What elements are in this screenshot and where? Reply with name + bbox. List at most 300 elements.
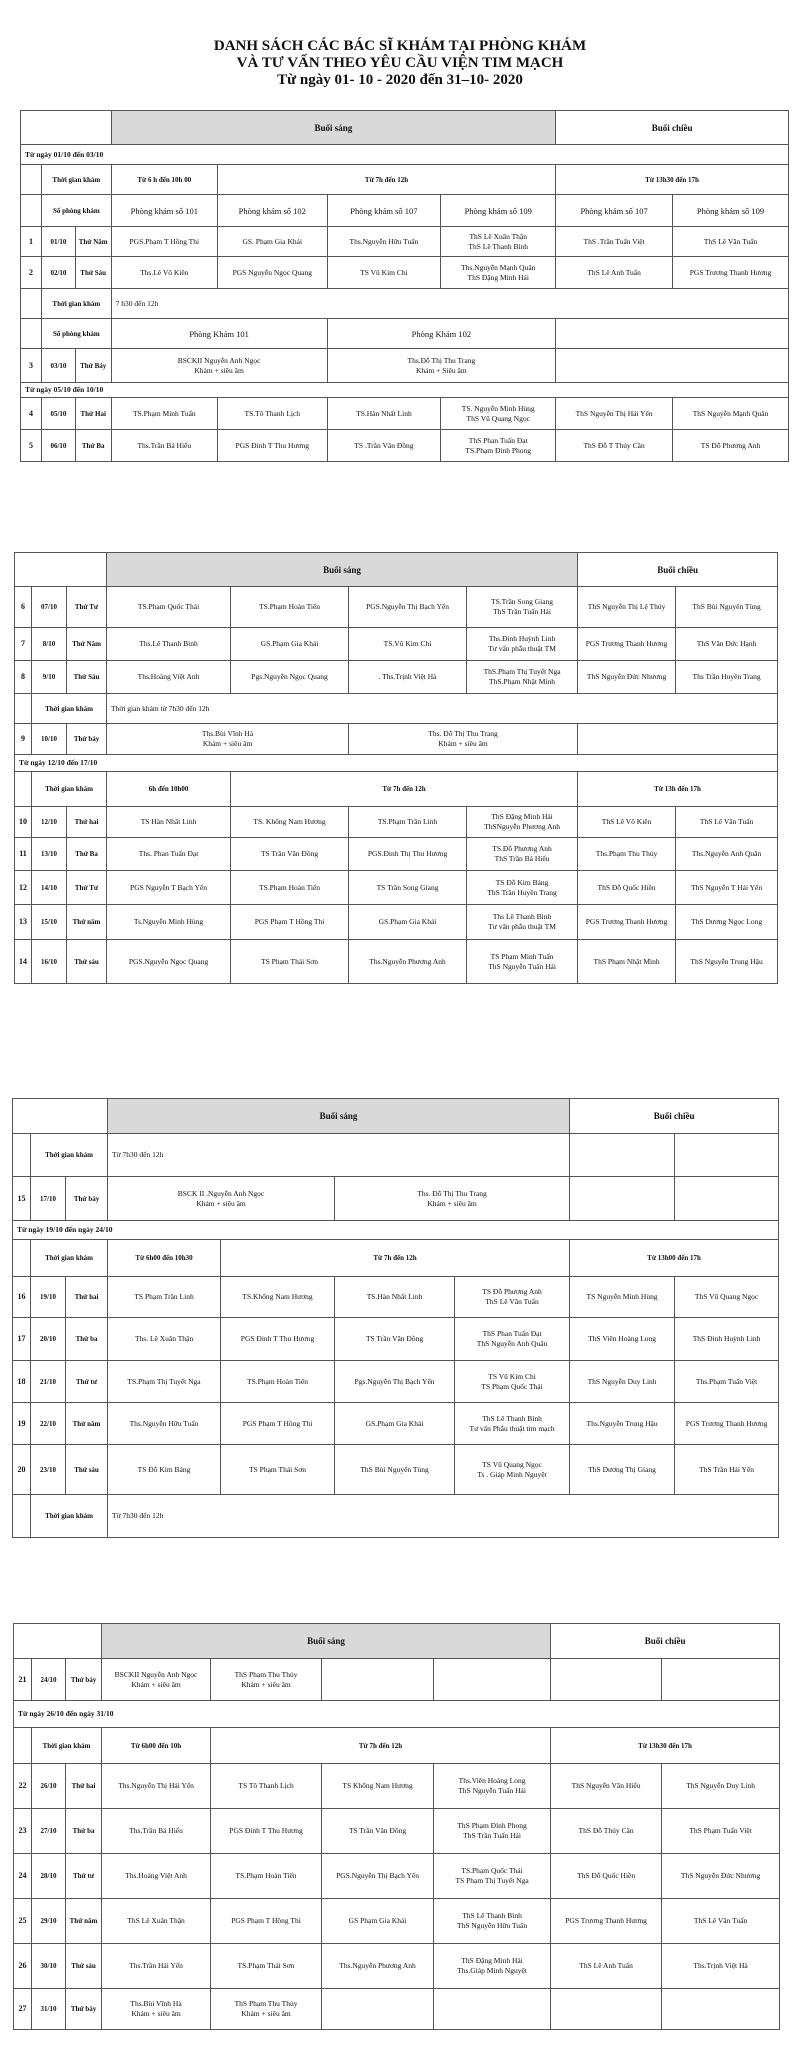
date-cell: 27/10 [32, 1809, 66, 1854]
doctor-cell: TS. Khổng Nam Hương [231, 807, 349, 838]
title-line-1: DANH SÁCH CÁC BÁC SĨ KHÁM TẠI PHÒNG KHÁM [213, 38, 587, 54]
week-label: Từ ngày 12/10 đến 17/10 [15, 755, 778, 772]
row-number: 1 [21, 227, 42, 257]
date-cell: 10/10 [32, 724, 67, 755]
doctor-cell: TS Nguyễn Minh Hùng [570, 1277, 675, 1318]
table-row [15, 587, 778, 628]
session-header-row [13, 1099, 779, 1134]
saturday-time: 7 h30 đến 12h [111, 289, 788, 319]
room-cell: Phòng Khám 102 [327, 319, 556, 349]
doctor-cell: ThS Đỗ T Thúy Cần [556, 430, 673, 462]
doctor-cell: ThS Lê Văn Tuấn [676, 807, 778, 838]
row-number: 23 [14, 1809, 32, 1854]
doctor-cell: Ths.Phạm Thu Thủy [578, 838, 676, 871]
doctor-cell: ThS Lê Văn Tuấn [662, 1899, 780, 1944]
doctor-cell: Ths.Nguyễn Phương Anh [349, 940, 467, 984]
week-label: Từ ngày 05/10 đến 10/10 [21, 383, 789, 398]
doctor-cell: ThS Lê Thanh Bình ThS Nguyễn Hữu Tuấn [434, 1899, 551, 1944]
time-label: Thời gian khám [31, 1495, 108, 1538]
weekday-cell: Thứ năm [67, 905, 107, 940]
date-cell: 01/10 [42, 227, 76, 257]
doctor-cell: TS Trần Văn Đồng [322, 1809, 434, 1854]
doctor-cell: ThS.Phạm Thị Tuyết Nga ThS.Phạm Nhật Minh [467, 661, 578, 694]
doctor-cell: Ths.Hoàng Việt Anh [102, 1854, 211, 1899]
doctor-cell: Ths.Đỗ Thị Thu Trang Khám + Siêu âm [327, 349, 556, 383]
saturday-time: Từ 7h30 đến 12h [108, 1495, 779, 1538]
row-number: 8 [15, 661, 32, 694]
doctor-cell: Ts.Nguyễn Minh Hùng [107, 905, 231, 940]
doctor-cell: ThS Phạm Đình Phong ThS Trần Tuấn Hải [434, 1809, 551, 1854]
doctor-cell: TS Trần Văn Đồng [335, 1318, 455, 1361]
doctor-cell: PGS.Nguyễn Ngọc Quang [107, 940, 231, 984]
date-cell: 24/10 [32, 1659, 66, 1701]
table-row [15, 871, 778, 905]
doctor-cell: PGS.Nguyễn Thị Bạch Yến [322, 1854, 434, 1899]
doctor-cell: Ths.Nguyễn Hữu Tuấn [108, 1403, 221, 1445]
doctor-cell: PGS.Nguyễn Thị Bạch Yến [349, 587, 467, 628]
doctor-cell: ThS Nguyễn Đức Nhương [662, 1854, 780, 1899]
date-cell: 06/10 [42, 430, 76, 462]
date-cell: 22/10 [31, 1403, 66, 1445]
time-morning-2: Từ 7h đến 12h [211, 1728, 551, 1764]
empty-cell [578, 724, 778, 755]
weekday-cell: Thứ ba [66, 1809, 102, 1854]
doctor-cell: PGS Trương Thanh Hương [578, 905, 676, 940]
title-line-3: Từ ngày 01- 10 - 2020 đến 31–10- 2020 [277, 72, 523, 88]
doctor-cell: Ths Lê Thanh Bình Tư vấn phẫu thuật TM [467, 905, 578, 940]
time-row [13, 1134, 779, 1177]
room-cell: Phòng khám số 107 [327, 195, 441, 227]
doctor-cell: ThS Đặng Minh Hải Ths.Giáp Minh Nguyệt [434, 1944, 551, 1989]
doctor-cell: PGS Đinh T Thu Hương [221, 1318, 335, 1361]
row-number: 15 [13, 1177, 31, 1221]
doctor-cell: TS Hàn Nhất Linh [107, 807, 231, 838]
empty-cell [675, 1177, 779, 1221]
table-row [15, 807, 778, 838]
doctor-cell: Ths.Nguyễn Phương Anh [322, 1944, 434, 1989]
date-cell: 26/10 [32, 1764, 66, 1809]
doctor-cell: Ths.Trần Bá Hiếu [102, 1809, 211, 1854]
doctor-cell: Ths.Nguyễn Trung Hậu [570, 1403, 675, 1445]
time-afternoon: Từ 13h đến 17h [578, 772, 778, 807]
doctor-cell: PGS.Đinh Thị Thu Hương [349, 838, 467, 871]
saturday-time: Từ 7h30 đến 12h [108, 1134, 570, 1177]
date-cell: 29/10 [32, 1899, 66, 1944]
weekday-cell: Thứ Ba [67, 838, 107, 871]
table-row [21, 398, 789, 430]
doctor-cell: TS.Tô Thanh Lịch [218, 398, 328, 430]
weekday-cell: Thứ Sáu [75, 257, 111, 289]
weekday-cell: Thứ tư [66, 1854, 102, 1899]
doctor-cell: ThS Nguyễn Duy Linh [662, 1764, 780, 1809]
doctor-cell: TS Trần Song Giang [349, 871, 467, 905]
doctor-cell: PGS Phạm T Hồng Thi [231, 905, 349, 940]
time-morning-2: Từ 7h đến 12h [221, 1240, 570, 1277]
doctor-cell: Ths.Bùi Vĩnh Hà Khám + siêu âm [107, 724, 349, 755]
row-number: 14 [15, 940, 32, 984]
weekday-cell: Thứ năm [66, 1899, 102, 1944]
doctor-cell: PGS Trương Thanh Hương [551, 1899, 662, 1944]
weekday-cell: Thứ sáu [67, 940, 107, 984]
weekday-cell: Thứ bảy [66, 1177, 108, 1221]
doctor-cell: Ths.Trần Hải Yến [102, 1944, 211, 1989]
doctor-cell: ThS Phan Tuấn Đạt TS.Phạm Đình Phong [441, 430, 556, 462]
date-cell: 23/10 [31, 1445, 66, 1495]
table-row [21, 257, 789, 289]
table-row [14, 1659, 780, 1701]
doctor-cell: TS.Hàn Nhất Linh [335, 1277, 455, 1318]
doctor-cell: TS Đỗ Phương Anh ThS Lê Văn Tuấn [455, 1277, 570, 1318]
doctor-cell: PGS Đinh T Thu Hương [211, 1809, 322, 1854]
doctor-cell: ThS Văn Đức Hạnh [676, 628, 778, 661]
time-row [21, 289, 789, 319]
doctor-cell: Ths.Đinh Huỳnh Linh Tư vấn phẫu thuật TM [467, 628, 578, 661]
weekday-cell: Thứ Tư [67, 871, 107, 905]
row-number: 13 [15, 905, 32, 940]
doctor-cell: Ths.Lê Võ Kiên [111, 257, 217, 289]
date-cell: 13/10 [32, 838, 67, 871]
doctor-cell: ThS Trần Hải Yến [675, 1445, 779, 1495]
time-label: Thời gian khám [42, 289, 112, 319]
room-cell: Phòng khám số 101 [111, 195, 217, 227]
doctor-cell: TS Phạm Thái Sơn [221, 1445, 335, 1495]
doctor-cell: PGS.Phạm T Hồng Thi [111, 227, 217, 257]
doctor-cell: PGS Phạm T Hồng Thi [211, 1899, 322, 1944]
doctor-cell: ThS Lê Xuân Thận ThS Lê Thanh Bình [441, 227, 556, 257]
week-label: Từ ngày 01/10 đến 03/10 [21, 145, 789, 165]
doctor-cell: PGS Trương Thanh Hương [673, 257, 789, 289]
title-line-2: VÀ TƯ VẤN THEO YÊU CẦU VIỆN TIM MẠCH [236, 55, 564, 71]
doctor-cell: GS.Phạm Gia Khải [349, 905, 467, 940]
doctor-cell: . Ths.Trịnh Việt Hà [349, 661, 467, 694]
doctor-cell: TS Vũ Kim Chi TS Phạm Quốc Thái [455, 1361, 570, 1403]
doctor-cell: TS Đỗ Kim Bảng [108, 1445, 221, 1495]
row-number: 3 [21, 349, 42, 383]
doctor-cell: TS.Phạm Quốc Thái TS Phạm Thị Tuyết Nga [434, 1854, 551, 1899]
doctor-cell: ThS Lê Anh Tuấn [556, 257, 673, 289]
doctor-cell: TS.Phạm Trần Linh [349, 807, 467, 838]
date-cell: 31/10 [32, 1989, 66, 2030]
weekday-cell: Thứ Tư [67, 587, 107, 628]
doctor-cell: TS.Hàn Nhất Linh [327, 398, 441, 430]
doctor-cell: ThS Dương Ngọc Long [676, 905, 778, 940]
time-label: Thời gian khám [31, 1134, 108, 1177]
doctor-cell: TS Phạm Thái Sơn [231, 940, 349, 984]
row-number: 24 [14, 1854, 32, 1899]
doctor-cell: ThS Lê Anh Tuấn [551, 1944, 662, 1989]
time-row [15, 772, 778, 807]
time-morning-2: Từ 7h đến 12h [231, 772, 578, 807]
date-cell: 30/10 [32, 1944, 66, 1989]
weekday-cell: Thứ Bảy [75, 349, 111, 383]
row-number: 9 [15, 724, 32, 755]
doctor-cell: Ths. Phan Tuấn Đạt [107, 838, 231, 871]
row-number: 20 [13, 1445, 31, 1495]
doctor-cell: PGS Nguyễn Ngọc Quang [218, 257, 328, 289]
table-row [14, 1764, 780, 1809]
session-header-row [14, 1624, 780, 1659]
doctor-cell: ThS Bùi Nguyên Tùng [335, 1445, 455, 1495]
time-row [21, 165, 789, 195]
room-cell: Phòng khám số 107 [556, 195, 673, 227]
empty-cell [322, 1659, 434, 1701]
doctor-cell: PGS Trương Thanh Hương [675, 1403, 779, 1445]
empty-cell [551, 1989, 662, 2030]
row-number: 10 [15, 807, 32, 838]
table-row [21, 349, 789, 383]
doctor-cell: Ths.Bùi Vĩnh Hà Khám + siêu âm [102, 1989, 211, 2030]
empty-cell [662, 1989, 780, 2030]
doctor-cell: TS Đỗ Phương Anh [673, 430, 789, 462]
doctor-cell: Ths Trần Huyền Trang [676, 661, 778, 694]
date-cell: 02/10 [42, 257, 76, 289]
doctor-cell: Ths.Nguyễn Thị Hải Yến [102, 1764, 211, 1809]
doctor-cell: ThS Nguyễn T Hải Yến [676, 871, 778, 905]
table-row [14, 1989, 780, 2030]
doctor-cell: Ths.Viên Hoàng Long ThS Nguyễn Tuấn Hải [434, 1764, 551, 1809]
doctor-cell: ThS Nguyễn Duy Linh [570, 1361, 675, 1403]
time-afternoon: Từ 13h00 đến 17h [570, 1240, 779, 1277]
doctor-cell: BSCKII Nguyễn Anh Ngọc Khám + siêu âm [102, 1659, 211, 1701]
table-row [14, 1854, 780, 1899]
table-row [14, 1899, 780, 1944]
row-number: 5 [21, 430, 42, 462]
doctor-cell: ThS Nguyễn Thị Lệ Thúy [578, 587, 676, 628]
doctor-cell: ThS Đinh Huỳnh Linh [675, 1318, 779, 1361]
row-number: 26 [14, 1944, 32, 1989]
doctor-cell: Ths. Đỗ Thị Thu Trang Khám + siêu âm [335, 1177, 570, 1221]
time-label: Thời gian khám [31, 1240, 108, 1277]
time-morning-1: 6h đến 10h00 [107, 772, 231, 807]
morning-header: Buổi sáng [107, 553, 578, 587]
time-label: Thời gian khám [32, 694, 107, 724]
session-header-row [15, 553, 778, 587]
schedule-table-4 [13, 1623, 780, 2030]
date-cell: 20/10 [31, 1318, 66, 1361]
saturday-time: Thời gian khám từ 7h30 đến 12h [107, 694, 778, 724]
date-cell: 19/10 [31, 1277, 66, 1318]
afternoon-header: Buổi chiều [570, 1099, 779, 1134]
weekday-cell: Thứ bảy [66, 1989, 102, 2030]
weekday-cell: Thứ Sáu [67, 661, 107, 694]
doctor-cell: TS.Phạm Hoàn Tiến [211, 1854, 322, 1899]
weekday-cell: Thứ hai [66, 1764, 102, 1809]
weekday-cell: Thứ Năm [75, 227, 111, 257]
table-row [13, 1318, 779, 1361]
row-number: 27 [14, 1989, 32, 2030]
row-number: 12 [15, 871, 32, 905]
doctor-cell: TS Phạm Trần Linh [108, 1277, 221, 1318]
doctor-cell: TS. Nguyễn Minh Hùng ThS Vũ Quang Ngọc [441, 398, 556, 430]
doctor-cell: TS.Phạm Hoàn Tiến [221, 1361, 335, 1403]
empty-cell [322, 1989, 434, 2030]
time-row [13, 1240, 779, 1277]
doctor-cell: TS.Khổng Nam Hương [221, 1277, 335, 1318]
doctor-cell: ThS Vũ Quang Ngọc [675, 1277, 779, 1318]
doctor-cell: ThS Đặng Minh Hải ThSNguyễn Phương Anh [467, 807, 578, 838]
schedule-table-2 [14, 552, 778, 984]
weekday-cell: Thứ ba [66, 1318, 108, 1361]
doctor-cell: Ths. Lê Xuân Thận [108, 1318, 221, 1361]
date-cell: 15/10 [32, 905, 67, 940]
time-morning-1: Từ 6h00 đến 10h30 [108, 1240, 221, 1277]
morning-header: Buổi sáng [102, 1624, 551, 1659]
doctor-cell: ThS Nguyễn Đức Nhương [578, 661, 676, 694]
doctor-cell: GS. Phạm Gia Khải [218, 227, 328, 257]
weekday-cell: Thứ sáu [66, 1944, 102, 1989]
table-row [13, 1445, 779, 1495]
doctor-cell: ThS Dương Thị Giang [570, 1445, 675, 1495]
empty-cell [551, 1659, 662, 1701]
doctor-cell: Ths.Phạm Tuấn Việt [675, 1361, 779, 1403]
doctor-cell: Ths.Lê Thanh Bình [107, 628, 231, 661]
doctor-cell: TS.Phạm Minh Tuấn [111, 398, 217, 430]
time-row [15, 694, 778, 724]
room-row [21, 195, 789, 227]
table-row [15, 724, 778, 755]
table-row [15, 838, 778, 871]
doctor-cell: ThS Đỗ Quốc Hiền [578, 871, 676, 905]
doctor-cell: ThS Bùi Nguyên Tùng [676, 587, 778, 628]
row-number: 25 [14, 1899, 32, 1944]
doctor-cell: BSCKII Nguyễn Anh Ngọc Khám + siêu âm [111, 349, 327, 383]
weekday-cell: Thứ sáu [66, 1445, 108, 1495]
weekday-cell: Thứ hai [67, 807, 107, 838]
room-label: Số phòng khám [42, 319, 112, 349]
week-label: Từ ngày 19/10 đến ngày 24/10 [13, 1221, 779, 1240]
date-cell: 28/10 [32, 1854, 66, 1899]
row-number: 21 [14, 1659, 32, 1701]
row-number: 4 [21, 398, 42, 430]
table-row [21, 430, 789, 462]
doctor-cell: ThS Lê Thanh Bình Tư vấn Phẫu thuật tim mạch [455, 1403, 570, 1445]
weekday-cell: Thứ bảy [67, 724, 107, 755]
doctor-cell: TS Vũ Quang Ngọc Ts . Giáp Minh Nguyệt [455, 1445, 570, 1495]
date-cell: 07/10 [32, 587, 67, 628]
doctor-cell: ThS Nguyễn Văn Hiếu [551, 1764, 662, 1809]
empty-cell [570, 1177, 675, 1221]
doctor-cell: TS .Trần Văn Đồng [327, 430, 441, 462]
doctor-cell: TS.Phạm Thị Tuyết Nga [108, 1361, 221, 1403]
weekday-cell: Thứ hai [66, 1277, 108, 1318]
doctor-cell: ThS Viên Hoàng Long [570, 1318, 675, 1361]
doctor-cell: TS.Phạm Hoàn Tiến [231, 587, 349, 628]
time-afternoon: Từ 13h30 đến 17h [556, 165, 789, 195]
table-row [15, 905, 778, 940]
empty-cell [556, 349, 789, 383]
table-row [13, 1277, 779, 1318]
doctor-cell: GS.Phạm Gia Khải [335, 1403, 455, 1445]
time-label: Thời gian khám [32, 772, 107, 807]
date-cell: 8/10 [32, 628, 67, 661]
row-number: 16 [13, 1277, 31, 1318]
empty-cell [434, 1659, 551, 1701]
time-row [14, 1728, 780, 1764]
doctor-cell: TS.Trần Song Giang ThS Trần Tuấn Hải [467, 587, 578, 628]
morning-header: Buổi sáng [108, 1099, 570, 1134]
time-label: Thời gian khám [42, 165, 112, 195]
doctor-cell: PGS Nguyễn T Bạch Yến [107, 871, 231, 905]
date-cell: 9/10 [32, 661, 67, 694]
time-label: Thời gian khám [32, 1728, 102, 1764]
date-cell: 21/10 [31, 1361, 66, 1403]
schedule-table-3 [12, 1098, 779, 1538]
time-morning-1: Từ 6h00 đến 10h [102, 1728, 211, 1764]
room-cell: Phòng khám số 102 [218, 195, 328, 227]
doctor-cell: TS Vũ Kim Chi [327, 257, 441, 289]
table-row [14, 1809, 780, 1854]
doctor-cell: TS Tô Thanh Lịch [211, 1764, 322, 1809]
room-cell: Phòng khám số 109 [441, 195, 556, 227]
time-morning-2: Từ 7h đến 12h [218, 165, 556, 195]
time-row [13, 1495, 779, 1538]
date-cell: 14/10 [32, 871, 67, 905]
afternoon-header: Buổi chiều [578, 553, 778, 587]
doctor-cell: ThS Lê Võ Kiên [578, 807, 676, 838]
row-number: 7 [15, 628, 32, 661]
date-cell: 12/10 [32, 807, 67, 838]
time-morning-1: Từ 6 h đến 10h 00 [111, 165, 217, 195]
weekday-cell: Thứ bảy [66, 1659, 102, 1701]
doctor-cell: TS.Phạm Hoàn Tiến [231, 871, 349, 905]
doctor-cell: ThS .Trần Tuấn Việt [556, 227, 673, 257]
doctor-cell: ThS Phạm Nhật Minh [578, 940, 676, 984]
date-cell: 05/10 [42, 398, 76, 430]
doctor-cell: Pgs.Nguyễn Thị Bạch Yến [335, 1361, 455, 1403]
doctor-cell: ThS Nguyễn Thị Hải Yến [556, 398, 673, 430]
doctor-cell: Ths.Hoàng Việt Anh [107, 661, 231, 694]
doctor-cell: ThS Phạm Tuấn Việt [662, 1809, 780, 1854]
doctor-cell: Ths.Nguyễn Mạnh Quân ThS Đặng Minh Hải [441, 257, 556, 289]
afternoon-header: Buổi chiều [551, 1624, 780, 1659]
empty-cell [434, 1989, 551, 2030]
table-row [13, 1361, 779, 1403]
doctor-cell: PGS Đinh T Thu Hương [218, 430, 328, 462]
row-number: 11 [15, 838, 32, 871]
row-number: 19 [13, 1403, 31, 1445]
weekday-cell: Thứ Hai [75, 398, 111, 430]
weekday-cell: Thứ năm [66, 1403, 108, 1445]
row-number: 17 [13, 1318, 31, 1361]
table-row [13, 1403, 779, 1445]
date-cell: 03/10 [42, 349, 76, 383]
doctor-cell: Ths.Trịnh Việt Hà [662, 1944, 780, 1989]
doctor-cell: Pgs.Nguyễn Ngọc Quang [231, 661, 349, 694]
doctor-cell: GS.Phạm Gia Khải [231, 628, 349, 661]
table-row [14, 1944, 780, 1989]
doctor-cell: ThS Phạm Thu Thủy Khám + siêu âm [211, 1659, 322, 1701]
session-header-row [21, 111, 789, 145]
doctor-cell: ThS Phan Tuấn Đạt ThS Nguyễn Anh Quân [455, 1318, 570, 1361]
doctor-cell: Ths. Đỗ Thị Thu Trang Khám + siêu âm [349, 724, 578, 755]
time-afternoon: Từ 13h30 đến 17h [551, 1728, 780, 1764]
doctor-cell: TS.Đỗ Phương Anh ThS Trần Bá Hiếu [467, 838, 578, 871]
morning-header: Buổi sáng [111, 111, 556, 145]
table-row [15, 628, 778, 661]
table-row [13, 1177, 779, 1221]
weekday-cell: Thứ tư [66, 1361, 108, 1403]
room-label: Số phòng khám [42, 195, 112, 227]
room-cell: Phòng khám số 109 [673, 195, 789, 227]
doctor-cell: TS Khổng Nam Hương [322, 1764, 434, 1809]
row-number: 6 [15, 587, 32, 628]
page-title [0, 38, 800, 89]
doctor-cell: PGS Trương Thanh Hương [578, 628, 676, 661]
doctor-cell: ThS Lê Xuân Thận [102, 1899, 211, 1944]
table-row [21, 227, 789, 257]
schedule-table-1 [20, 110, 789, 462]
row-number: 18 [13, 1361, 31, 1403]
